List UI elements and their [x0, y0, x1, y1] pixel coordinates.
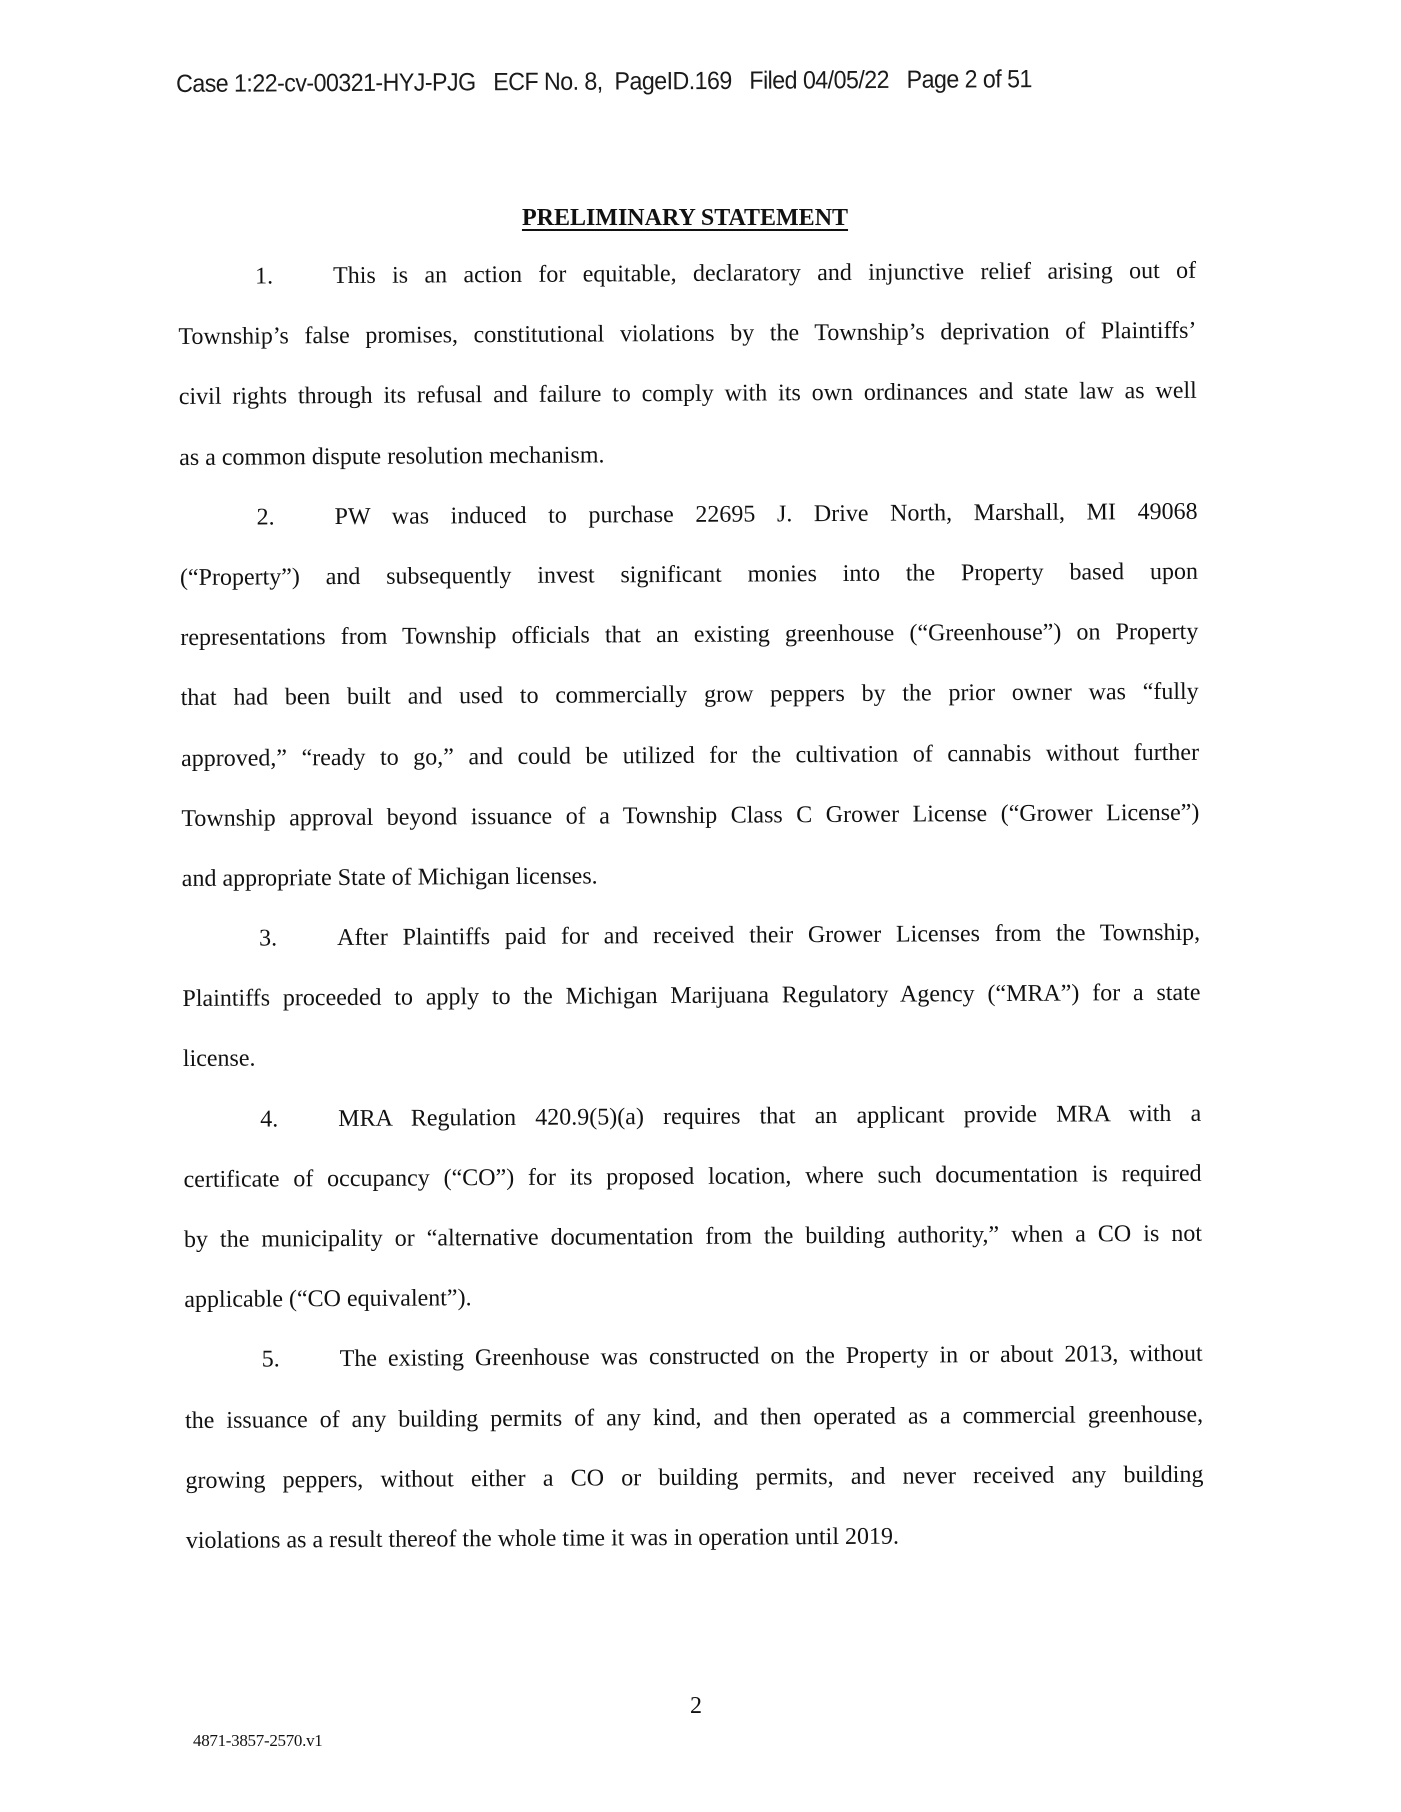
paragraph-line	[182, 918, 1200, 984]
paragraph-number: 5.	[261, 1346, 280, 1373]
paragraph-line	[179, 497, 1197, 563]
paragraph	[182, 918, 1201, 1105]
paragraph-line: the issuance of any building permits of any kind, and then operated as a commercial greenhouse,	[184, 1401, 1204, 1434]
paragraph-line: applicable (“CO equivalent”).	[184, 1285, 472, 1314]
paragraph-line: Plaintiffs proceeded to apply to the Michigan Marijuana Regulatory Agency (“MRA”) for a state	[182, 980, 1201, 1013]
paragraph	[179, 497, 1200, 925]
paragraph	[183, 1098, 1202, 1345]
paragraph-number: 2.	[256, 504, 275, 531]
paragraph-line	[178, 256, 1196, 322]
paragraph-line: violations as a result thereof the whole time it was in operation until 2019.	[185, 1523, 900, 1554]
paragraph-text: This is an action for equitable, declaratory and injunctive relief arising out of	[333, 257, 1197, 290]
section-title: PRELIMINARY STATEMENT	[521, 205, 849, 231]
paragraph-line: (“Property”) and subsequently invest significant monies into the Property based upon	[179, 558, 1198, 591]
paragraph	[185, 1339, 1204, 1586]
paragraph-line: Township approval beyond issuance of a Township Class C Grower License (“Grower License”)	[181, 799, 1200, 832]
paragraph-line: civil rights through its refusal and failure to comply with its own ordinances and state law as well	[178, 378, 1197, 411]
paragraph-line: license.	[182, 1045, 256, 1073]
paragraph-line: representations from Township officials that an existing greenhouse (“Greenhouse”) on Property	[180, 618, 1199, 652]
paragraph-text: PW was induced to purchase 22695 J. Drive North, Marshall, MI 49068	[334, 498, 1198, 530]
paragraph-text: After Plaintiffs paid for and received their Grower Licenses from the Township,	[337, 919, 1201, 952]
document-body	[178, 256, 1204, 1586]
paragraph	[178, 256, 1197, 503]
paragraph-text: MRA Regulation 420.9(5)(a) requires that an applicant provide MRA with a	[338, 1100, 1202, 1132]
paragraph-number: 3.	[259, 925, 278, 952]
paragraph-text: The existing Greenhouse was constructed on the Property in or about 2013, without	[339, 1341, 1203, 1373]
paragraph-line: by the municipality or “alternative documentation from the building authority,” when a CO is not	[183, 1220, 1203, 1253]
paragraph-line: approved,” “ready to go,” and could be utilized for the cultivation of cannabis without further	[180, 739, 1200, 772]
paragraph-line: that had been built and used to commercially grow peppers by the prior owner was “fully	[180, 679, 1199, 712]
paragraph-line: growing peppers, without either a CO or building permits, and never received any building	[185, 1461, 1204, 1494]
paragraph-line: and appropriate State of Michigan licenses.	[181, 863, 598, 892]
document-id: 4871-3857-2570.v1	[193, 1731, 323, 1750]
paragraph-line: as a common dispute resolution mechanism.	[179, 441, 605, 471]
paragraph-line	[185, 1339, 1203, 1405]
paragraph-number: 4.	[260, 1106, 279, 1133]
paragraph-line: certificate of occupancy (“CO”) for its proposed location, where such documentation is required	[183, 1160, 1202, 1193]
paragraph-line	[183, 1098, 1201, 1164]
paragraph-line: Township’s false promises, constitutional violations by the Township’s deprivation of Plaintiffs’	[178, 317, 1197, 351]
ecf-header: Case 1:22-cv-00321-HYJ-PJG ECF No. 8, PageID.169 Filed 04/05/22 Page 2 of 51	[176, 65, 1032, 98]
page-number: 2	[690, 1693, 702, 1719]
paragraph-number: 1.	[255, 263, 274, 290]
